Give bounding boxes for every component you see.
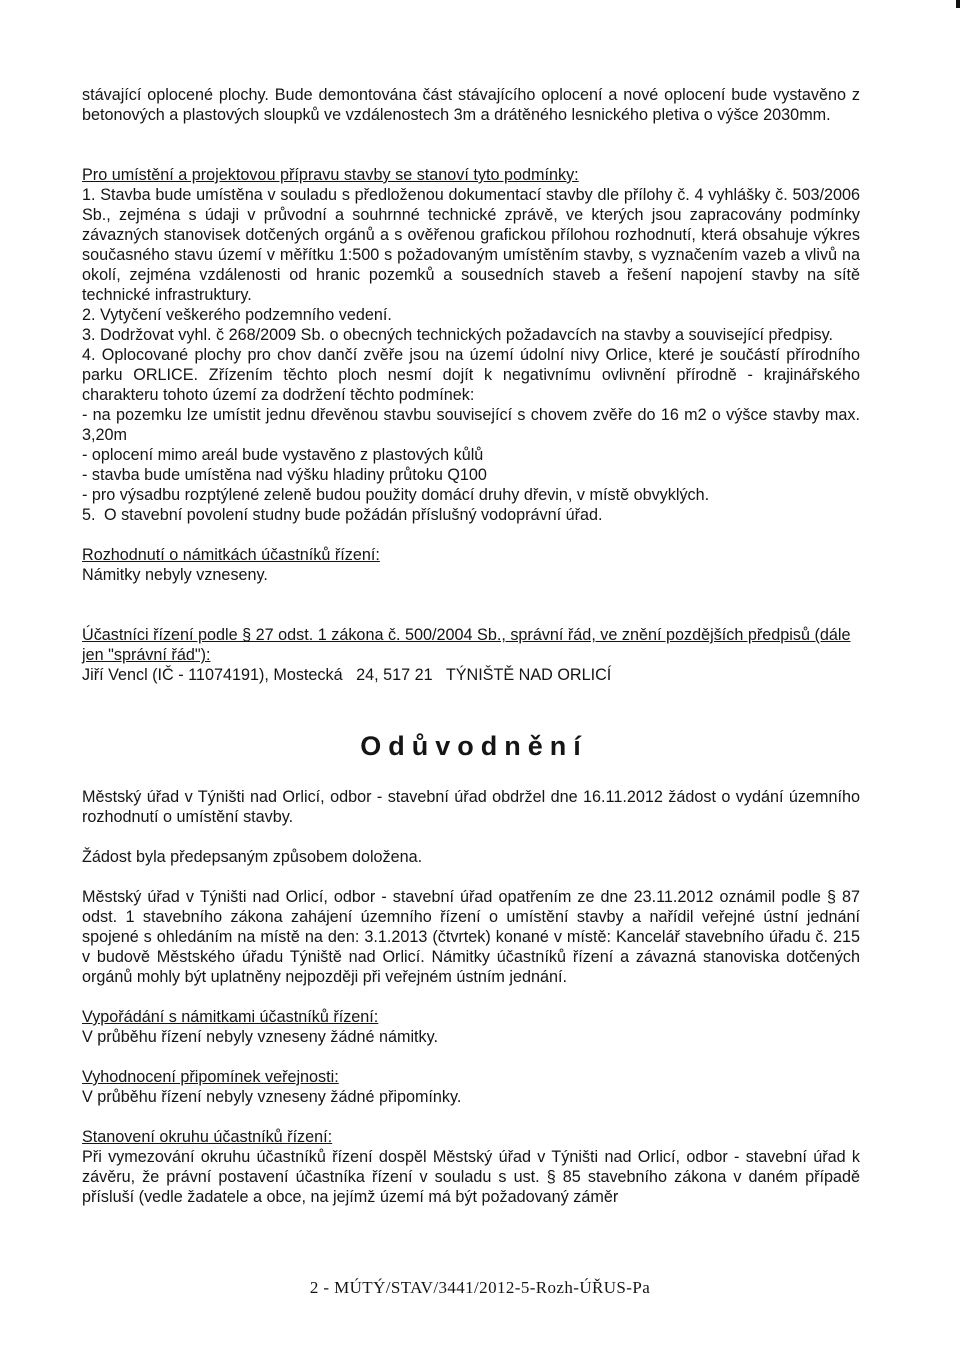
reasoning-title: Odůvodnění xyxy=(360,731,588,761)
public-comments-heading: Vyhodnocení připomínek veřejnosti: xyxy=(82,1068,339,1086)
reasoning-paragraph-1: Městský úřad v Týništi nad Orlicí, odbor - stavební úřad obdržel dne 16.11.2012 žádost o vydání územního rozhodnutí o umístění stavby. xyxy=(82,788,860,826)
reasoning-paragraph-2: Žádost byla předepsaným způsobem doložena. xyxy=(82,848,423,866)
document-page xyxy=(82,85,860,1207)
conditions-heading: Pro umístění a projektovou přípravu stavby se stanoví tyto podmínky: xyxy=(82,166,579,184)
condition-subitem-4: - pro výsadbu rozptýlené zeleně budou použity domácí druhy dřevin, v místě obvyklých. xyxy=(82,486,710,504)
objections-heading: Rozhodnutí o námitkách účastníků řízení: xyxy=(82,546,380,564)
condition-item-2: 2. Vytyčení veškerého podzemního vedení. xyxy=(82,306,392,324)
condition-subitem-1: - na pozemku lze umístit jednu dřevěnou stavbu související s chovem zvěře do 16 m2 o výšce stavby max. 3,20m xyxy=(82,406,860,444)
condition-item-5-text: O stavební povolení studny bude požádán příslušný vodoprávní úřad. xyxy=(104,506,603,524)
participants-text: Jiří Vencl (IČ - 11074191), Mostecká 24, 517 21 TÝNIŠTĚ NAD ORLICÍ xyxy=(82,666,612,684)
objections-settlement-heading: Vypořádání s námitkami účastníků řízení: xyxy=(82,1008,379,1026)
public-comments-text: V průběhu řízení nebyly vzneseny žádné připomínky. xyxy=(82,1088,462,1106)
scan-corner-mark xyxy=(956,0,960,8)
reasoning-paragraph-3: Městský úřad v Týništi nad Orlicí, odbor - stavební úřad opatřením ze dne 23.11.2012 oznámil podle § 87 odst. 1 stavebního zákona zahájení územního řízení o umístění stavby a nařídil veřejné ústní jednání spojené s ohledáním na místě na den: 3.1.2013 (čtvrtek) konané v místě: Kancelář stavebního úřadu č. 215 v budově Městského úřadu Týniště nad Orlicí. Námitky účastníků řízení a závazná stanoviska dotčených orgánů mohly být uplatněny nejpozději při veřejném ústním jednání. xyxy=(82,888,860,986)
page-footer: 2 - MÚTÝ/STAV/3441/2012-5-Rozh-ÚŘUS-Pa xyxy=(309,1278,651,1297)
condition-subitem-3: - stavba bude umístěna nad výšku hladiny průtoku Q100 xyxy=(82,466,487,484)
intro-paragraph: stávající oplocené plochy. Bude demontována část stávajícího oplocení a nové oplocení bude vystavěno z betonových a plastových sloupků ve vzdálenostech 3m a drátěného lesnického pletiva o výšce 2030mm. xyxy=(82,86,860,124)
condition-item-3: 3. Dodržovat vyhl. č 268/2009 Sb. o obecných technických požadavcích na stavby a související předpisy. xyxy=(82,326,834,344)
objections-text: Námitky nebyly vzneseny. xyxy=(82,566,268,584)
condition-item-5-number: 5. xyxy=(82,506,96,524)
condition-subitem-2: - oplocení mimo areál bude vystavěno z plastových kůlů xyxy=(82,446,484,464)
participants-heading: Účastníci řízení podle § 27 odst. 1 zákona č. 500/2004 Sb., správní řád, ve znění pozdějších předpisů (dále jen "správní řád"): xyxy=(82,626,851,664)
condition-item-1: 1. Stavba bude umístěna v souladu s předloženou dokumentací stavby dle přílohy č. 4 vyhlášky č. 503/2006 Sb., zejména s údaji v průvodní a souhrnné technické zprávě, ve kterých jsou zapracovány podmínky závazných stanovisek dotčených orgánů a s ověřenou grafickou přílohou rozhodnutí, která obsahuje výkres současného stavu území v měřítku 1:500 s požadovaným umístěním stavby, s vyznačením vazeb a vlivů na okolí, zejména vzdálenosti od hranic pozemků a sousedních staveb a řešení napojení stavby na sítě technické infrastruktury. xyxy=(82,186,860,304)
condition-item-4: 4. Oplocované plochy pro chov dančí zvěře jsou na území údolní nivy Orlice, které je součástí přírodního parku ORLICE. Zřízením těchto ploch nesmí dojít k negativnímu ovlivnění přírodně - krajinářského charakteru tohoto území za dodržení těchto podmínek: xyxy=(82,346,860,404)
objections-settlement-text: V průběhu řízení nebyly vzneseny žádné námitky. xyxy=(82,1028,439,1046)
participants-circle-text: Při vymezování okruhu účastníků řízení dospěl Městský úřad v Týništi nad Orlicí, odbor - stavební úřad k závěru, že právní postavení účastníka řízení v souladu s ust. § 85 stavebního zákona v daném případě přísluší (vedle žadatele a obce, na jejímž území má být požadovaný záměr xyxy=(82,1148,860,1206)
condition-item-5 xyxy=(82,505,860,525)
participants-circle-heading: Stanovení okruhu účastníků řízení: xyxy=(82,1128,333,1146)
